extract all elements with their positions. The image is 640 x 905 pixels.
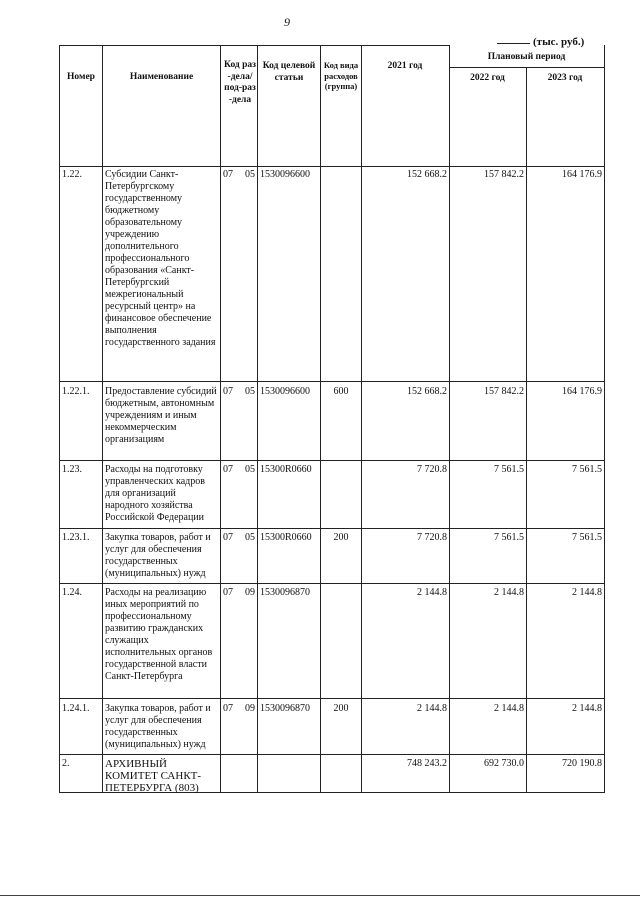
- row-2023: 2 144.8: [572, 703, 602, 714]
- row-number: 1.24.1.: [62, 703, 90, 714]
- row-2022: 7 561.5: [494, 532, 524, 543]
- row-number: 1.24.: [62, 587, 82, 598]
- row-target: 1530096870: [260, 587, 310, 598]
- row-section: 07: [223, 169, 233, 180]
- header-2023: 2023 год: [547, 73, 583, 83]
- row-2022: 157 842.2: [484, 169, 524, 180]
- row-subsection: 05: [245, 464, 255, 475]
- col-line-5: [320, 45, 321, 793]
- col-line-7: [449, 45, 450, 793]
- row-section: 07: [223, 703, 233, 714]
- row-number: 2.: [62, 758, 70, 769]
- row-subsection: 05: [245, 169, 255, 180]
- row-expense: 200: [333, 532, 349, 543]
- row-2023: 720 190.8: [562, 758, 602, 769]
- row-2021: 7 720.8: [417, 464, 447, 475]
- row-2023: 164 176.9: [562, 386, 602, 397]
- row-name: Закупка товаров, работ и услуг для обеспечения государственных (муниципальных) нужд: [105, 703, 211, 750]
- header-planning-period: Плановый период: [487, 52, 566, 62]
- header-2022: 2022 год: [470, 73, 505, 83]
- row-2021: 152 668.2: [407, 169, 447, 180]
- header-section-code: Код раз-дела/ под-раз-дела: [224, 60, 256, 105]
- row-line-1: [59, 166, 604, 167]
- header-2021: 2021 год: [387, 61, 423, 71]
- row-line-3: [59, 460, 604, 461]
- col-line-1: [59, 45, 60, 793]
- row-number: 1.23.1.: [62, 532, 90, 543]
- row-expense: 600: [333, 386, 349, 397]
- row-name: АРХИВНЫЙ КОМИТЕТ САНКТ-ПЕТЕРБУРГА (803): [105, 758, 202, 794]
- row-2022: 157 842.2: [484, 386, 524, 397]
- row-2021: 2 144.8: [417, 587, 447, 598]
- row-2021: 152 668.2: [407, 386, 447, 397]
- col-line-9: [604, 45, 605, 793]
- row-2023: 164 176.9: [562, 169, 602, 180]
- row-name: Субсидии Санкт-Петербургскому государственному бюджетному образовательному учреждению дополнительного профессионального образования «Санкт-Петербургский межрегиональный ресурсный центр» на финансовое обеспечение выполнения государственного задания: [105, 169, 216, 348]
- row-name: Расходы на реализацию иных мероприятий по профессиональному развитию гражданских служащих исполнительных органов государственной власти Санкт-Петербурга: [105, 587, 213, 682]
- row-2021: 748 243.2: [407, 758, 447, 769]
- row-name: Расходы на подготовку управленческих кадров для организаций народного хозяйства Российской Федерации: [105, 464, 205, 523]
- row-2021: 2 144.8: [417, 703, 447, 714]
- row-line-5: [59, 583, 604, 584]
- row-2022: 7 561.5: [494, 464, 524, 475]
- row-line-2: [59, 381, 604, 382]
- planning-period-line: [449, 67, 604, 68]
- row-expense: 200: [333, 703, 349, 714]
- table-top-line: [59, 45, 449, 46]
- row-2021: 7 720.8: [417, 532, 447, 543]
- col-line-6: [361, 45, 362, 793]
- row-2023: 2 144.8: [572, 587, 602, 598]
- row-2022: 2 144.8: [494, 703, 524, 714]
- row-subsection: 09: [245, 703, 255, 714]
- row-number: 1.22.1.: [62, 386, 90, 397]
- header-expense-code: Код вида расходов (группа): [323, 60, 359, 91]
- row-subsection: 09: [245, 587, 255, 598]
- col-line-2: [102, 45, 103, 793]
- row-section: 07: [223, 532, 233, 543]
- row-section: 07: [223, 386, 233, 397]
- row-target: 1530096600: [260, 169, 310, 180]
- col-line-4: [257, 45, 258, 793]
- units-label: (тыс. руб.): [533, 36, 585, 48]
- row-2022: 692 730.0: [484, 758, 524, 769]
- row-2022: 2 144.8: [494, 587, 524, 598]
- header-number: Номер: [67, 72, 95, 82]
- header-target-code: Код целевой статьи: [262, 61, 316, 83]
- row-section: 07: [223, 464, 233, 475]
- row-number: 1.23.: [62, 464, 82, 475]
- row-number: 1.22.: [62, 169, 82, 180]
- units-underline: [497, 43, 530, 44]
- row-name: Закупка товаров, работ и услуг для обеспечения государственных (муниципальных) нужд: [105, 532, 211, 579]
- header-name: Наименование: [129, 72, 194, 82]
- row-target: 15300R0660: [260, 464, 312, 475]
- row-2023: 7 561.5: [572, 464, 602, 475]
- row-subsection: 05: [245, 532, 255, 543]
- row-target: 1530096870: [260, 703, 310, 714]
- row-2023: 7 561.5: [572, 532, 602, 543]
- row-target: 15300R0660: [260, 532, 312, 543]
- row-line-4: [59, 528, 604, 529]
- page-footer-line: [0, 895, 640, 896]
- page-number: 9: [284, 15, 290, 29]
- row-name: Предоставление субсидий бюджетным, автономным учреждениям и иным некоммерческим организациям: [105, 386, 217, 445]
- row-line-6: [59, 698, 604, 699]
- row-line-7: [59, 754, 604, 755]
- row-target: 1530096600: [260, 386, 310, 397]
- row-subsection: 05: [245, 386, 255, 397]
- row-section: 07: [223, 587, 233, 598]
- col-line-3: [220, 45, 221, 793]
